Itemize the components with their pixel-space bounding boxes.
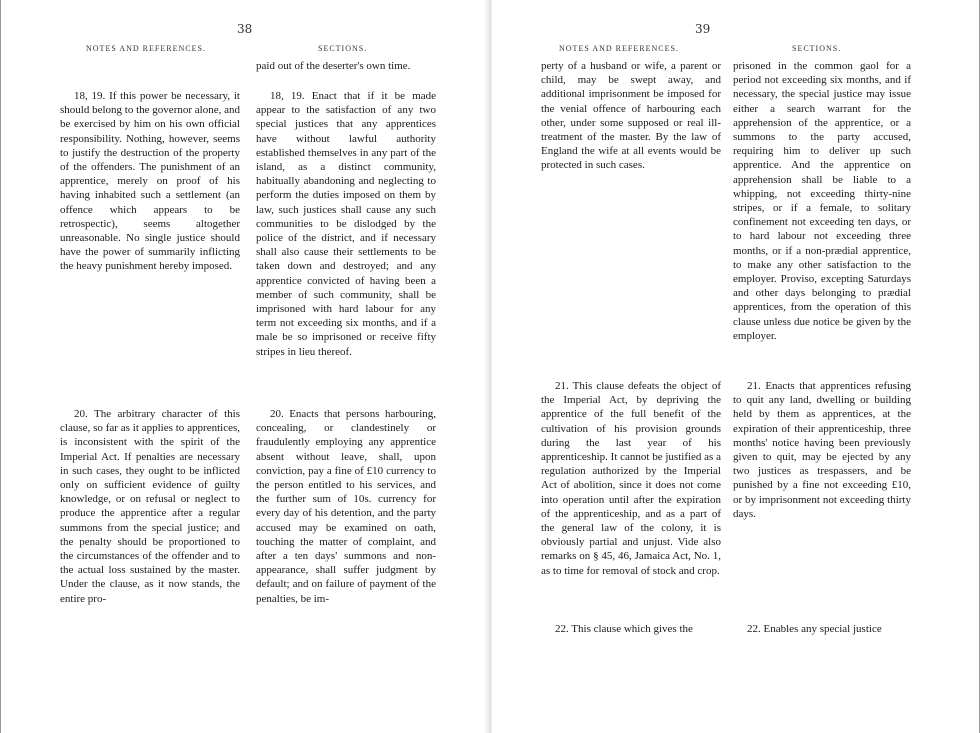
section-continuation: paid out of the deserter's own time. xyxy=(256,60,411,72)
left-page xyxy=(0,0,488,733)
section-21: 21. Enacts that apprentices refusing to quit any land, dwelling or building held by them as apprentices, at the expiration of their apprenticeship, three months' notice having been previously given to quit, may be ejected by any two justices as trespassers, and be punished by a fine not exceeding £10, or by imprisonment not exceeding thirty days. xyxy=(733,380,911,520)
section-continuation: prisoned in the common gaol for a period not exceeding six months, and if necessary, the special justice may issue either a search warrant for the apprehension of the apprentice, or a summons to the party accused, requiring him to deliver up such apprentice. And the apprentice on apprehension shall be liable to a whipping, not exceeding thirty-nine stripes, or if a female, to solitary confinement not exceeding ten days, or to hard labour not exceeding three months, or if a non-prædial apprentice, to make any other satisfaction to the employer. Proviso, excepting Saturdays and other days belonging to prædial apprentices, from the operation of this clause unless due notice be given by the employer. xyxy=(733,60,911,342)
scan-edge xyxy=(0,0,1,733)
right-page xyxy=(492,0,980,733)
note-18-19: 18, 19. If this power be necessary, it should belong to the governor alone, and be exercised by him on his own official responsibility. Nothing, however, seems to justify the destruction of the property of the offenders. The punishment of an apprentice, merely on proof of his having inhabited such a settlement (an offence which appears to be retrospectic), seems altogether unreasonable. No single justice should have the power of summarily inflicting the heavy punishment hereby imposed. xyxy=(60,90,240,273)
page-number: 39 xyxy=(695,22,711,36)
page-number: 38 xyxy=(237,22,253,36)
note-20: 20. The arbitrary character of this clause, so far as it applies to apprentices, is inconsistent with the spirit of the Imperial Act. If penalties are necessary in such cases, they ought to be inflicted only on sufficient evidence of guilty knowledge, or on refusal or neglect to produce the apprentice after a regular summons from the special justice; and the penalty should be proportioned to the circumstances of the offender and to the actual loss sustained by the master. Under the clause, as it now stands, the entire pro- xyxy=(60,408,240,605)
column-header-notes: NOTES AND REFERENCES. xyxy=(559,44,679,53)
note-21: 21. This clause defeats the object of the Imperial Act, by depriving the apprentice of the full benefit of the cultivation of his provision grounds during the last year of his apprenticeship. It cannot be justified as a regulation authorized by the Imperial Act of abolition, since it does not come into operation until after the expiration of the apprenticeship, and as a part of the general law of the colony, it is obviously partial and unjust. Vide also remarks on § 45, 46, Jamaica Act, No. 1, as to time for removal of stock and crop. xyxy=(541,380,721,577)
column-header-sections: SECTIONS. xyxy=(318,44,368,53)
section-22: 22. Enables any special justice xyxy=(747,623,882,635)
note-continuation: perty of a husband or wife, a parent or child, may be swept away, and additional imprisonment be imposed for the venial offence of harbouring each other, under some supposed or real ill-treatment of the master. By the law of England the wife at all events would be protected in such cases. xyxy=(541,60,721,172)
section-18-19: 18, 19. Enact that if it be made appear to the satisfaction of any two special justices that any apprentices have without lawful authority established themselves in any part of the island, as a distinct community, habitually abandoning and neglecting to perform the duties imposed on them by law, such justices shall cause any such communities to be dislodged by the police of the district, and if necessary shall also cause their settlements to be taken down and destroyed; and any apprentice convicted of having been a member of such community, shall be imprisoned with hard labour for any term not exceeding six months, and if a male be so imprisoned or receive fifty stripes in lieu thereof. xyxy=(256,90,436,358)
note-22: 22. This clause which gives the xyxy=(555,623,693,635)
column-header-sections: SECTIONS. xyxy=(792,44,842,53)
column-header-notes: NOTES AND REFERENCES. xyxy=(86,44,206,53)
section-20: 20. Enacts that persons harbouring, concealing, or clandestinely or fraudulently employing any apprentice absent without leave, shall, upon conviction, pay a fine of £10 currency to the person entitled to his services, and the further sum of 10s. currency for every day of his detention, and the party accused may be examined on oath, touching the matter of complaint, and after a ten days' summons and non-appearance, shall suffer judgment by default; and on failure of payment of the penalties, be im- xyxy=(256,408,436,605)
